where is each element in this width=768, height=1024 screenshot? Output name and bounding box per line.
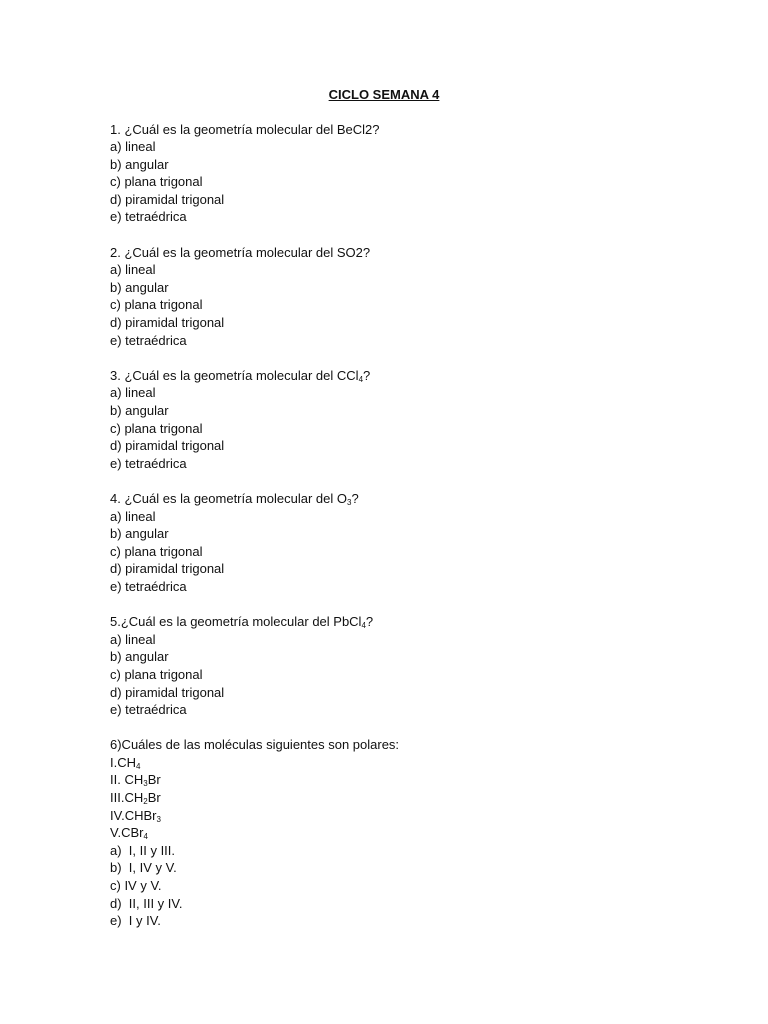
answer-option: c) plana trigonal (110, 174, 203, 190)
molecule-item: V.CBr$_4$ (110, 825, 148, 842)
answer-option: d) piramidal trigonal (110, 315, 225, 331)
answer-option: b) angular (110, 649, 169, 665)
answer-option: c) plana trigonal (110, 297, 203, 313)
answer-option: b) I, IV y V. (110, 860, 177, 876)
question-prompt: 5.¿Cuál es la geometría molecular del PbCl$_4$? (110, 614, 374, 631)
question-prompt: 3. ¿Cuál es la geometría molecular del CCl$_4$? (110, 367, 371, 384)
molecule-item: IV.CHBr$_3$ (110, 807, 161, 824)
molecule-item: II. $CH_3Br$ (110, 772, 161, 789)
answer-option: c) plana trigonal (110, 420, 203, 436)
answer-option: e) tetraédrica (110, 455, 187, 471)
answer-option: e) I y IV. (110, 913, 161, 929)
question-list (110, 121, 670, 948)
answer-option: e) tetraédrica (110, 578, 187, 594)
molecule-item: $I.CH_4$ (110, 754, 141, 771)
answer-option: c) IV y V. (110, 878, 162, 894)
question-1 (110, 121, 670, 227)
question-prompt: 2. ¿Cuál es la geometría molecular del SO2? (110, 244, 371, 260)
answer-option: a) lineal (110, 139, 156, 155)
answer-option: d) piramidal trigonal (110, 438, 225, 454)
question-prompt: 4. ¿Cuál es la geometría molecular del $O_3$? (110, 490, 359, 507)
page-title: CICLO SEMANA 4 (328, 87, 440, 102)
answer-option: a) lineal (110, 508, 156, 524)
question-4 (110, 490, 670, 596)
answer-option: d) piramidal trigonal (110, 684, 225, 700)
question-6 (110, 736, 670, 930)
answer-option: e) tetraédrica (110, 332, 187, 348)
answer-option: e) tetraédrica (110, 702, 187, 718)
question-2 (110, 244, 670, 350)
answer-option: c) plana trigonal (110, 543, 203, 559)
question-prompt: 1. ¿Cuál es la geometría molecular del BeCl2? (110, 121, 380, 137)
answer-option: b) angular (110, 526, 169, 542)
answer-option: a) lineal (110, 262, 156, 278)
answer-option: d) piramidal trigonal (110, 191, 225, 207)
answer-option: a) lineal (110, 631, 156, 647)
answer-option: a) I, II y III. (110, 842, 176, 858)
question-5 (110, 613, 670, 719)
molecule-item: $III.CH_2Br$ (110, 790, 161, 807)
answer-option: d) piramidal trigonal (110, 561, 225, 577)
answer-option: d) II, III y IV. (110, 895, 183, 911)
answer-option: e) tetraédrica (110, 209, 187, 225)
answer-option: b) angular (110, 403, 169, 418)
answer-option: b) angular (110, 279, 169, 295)
answer-option: a) lineal (110, 385, 156, 401)
question-3 (110, 367, 670, 473)
answer-option: c) plana trigonal (110, 666, 203, 682)
question-prompt: 6)Cuáles de las moléculas siguientes son polares: (110, 737, 400, 753)
answer-option: b) angular (110, 156, 169, 172)
